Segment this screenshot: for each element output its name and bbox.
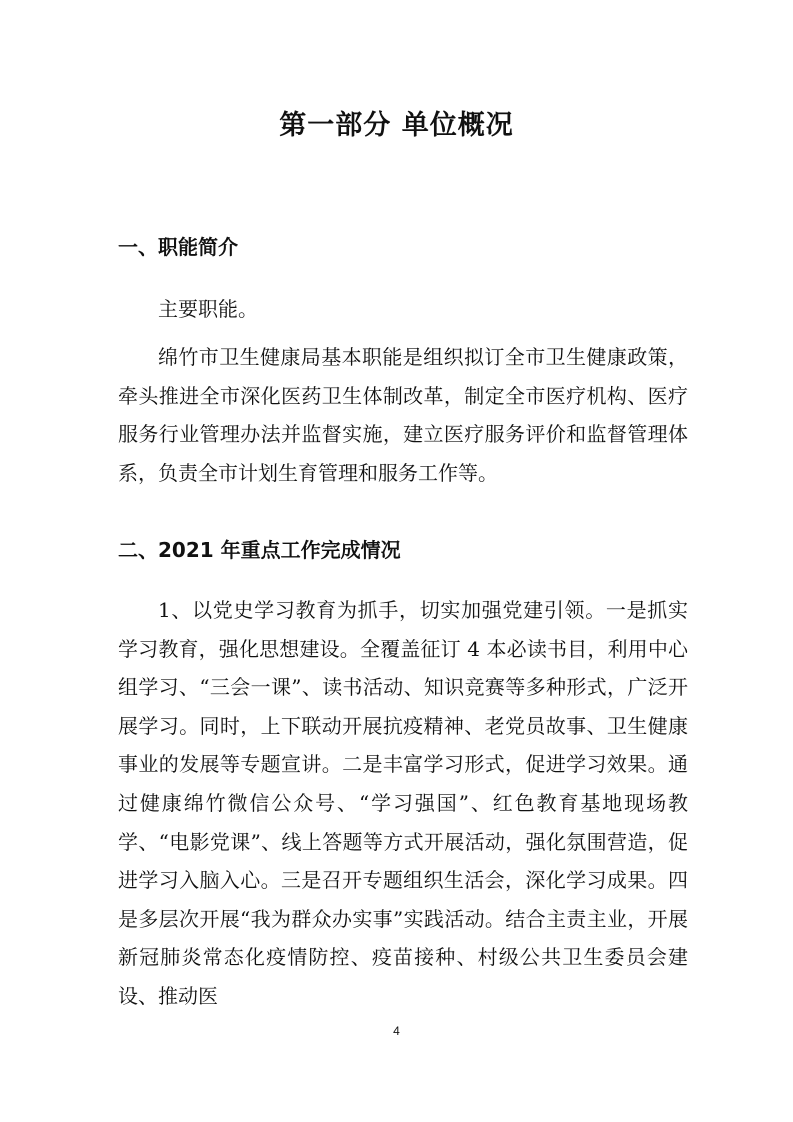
section-heading-work-2021: 二、2021 年重点工作完成情况 xyxy=(118,538,401,562)
paragraph-main-functions: 主要职能。 xyxy=(158,297,258,321)
paragraph-functions-detail: 绵竹市卫生健康局基本职能是组织拟订全市卫生健康政策，牵头推进全市深化医药卫生体制改革，制定全市医疗机构、医疗服务行业管理办法并监督实施，建立医疗服务评价和监督管理体系，负责全市计划生育管理和服务工作等。 xyxy=(118,345,688,485)
paragraph-party-building: 1、以党史学习教育为抓手，切实加强党建引领。一是抓实学习教育，强化思想建设。全覆盖征订 4 本必读书目，利用中心组学习、“三会一课”、读书活动、知识竞赛等多种形式，广泛开展学习。同时，上下联动开展抗疫精神、老党员故事、卫生健康事业的发展等专题宣讲。二是丰富学习形式，促进学习效果。通过健康绵竹微信公众号、“学习强国”、红色教育基地现场教学、“电影党课”、线上答题等方式开展活动，强化氛围营造，促进学习入脑入心。三是召开专题组织生活会，深化学习成果。四是多层次开展“我为群众办实事”实践活动。结合主责主业，开展新冠肺炎常态化疫情防控、疫苗接种、村级公共卫生委员会建设、推动医 xyxy=(118,598,688,1008)
section-heading-functions: 一、职能简介 xyxy=(118,235,238,259)
page-number: 4 xyxy=(393,1024,400,1038)
page-title: 第一部分 单位概况 xyxy=(279,110,514,141)
